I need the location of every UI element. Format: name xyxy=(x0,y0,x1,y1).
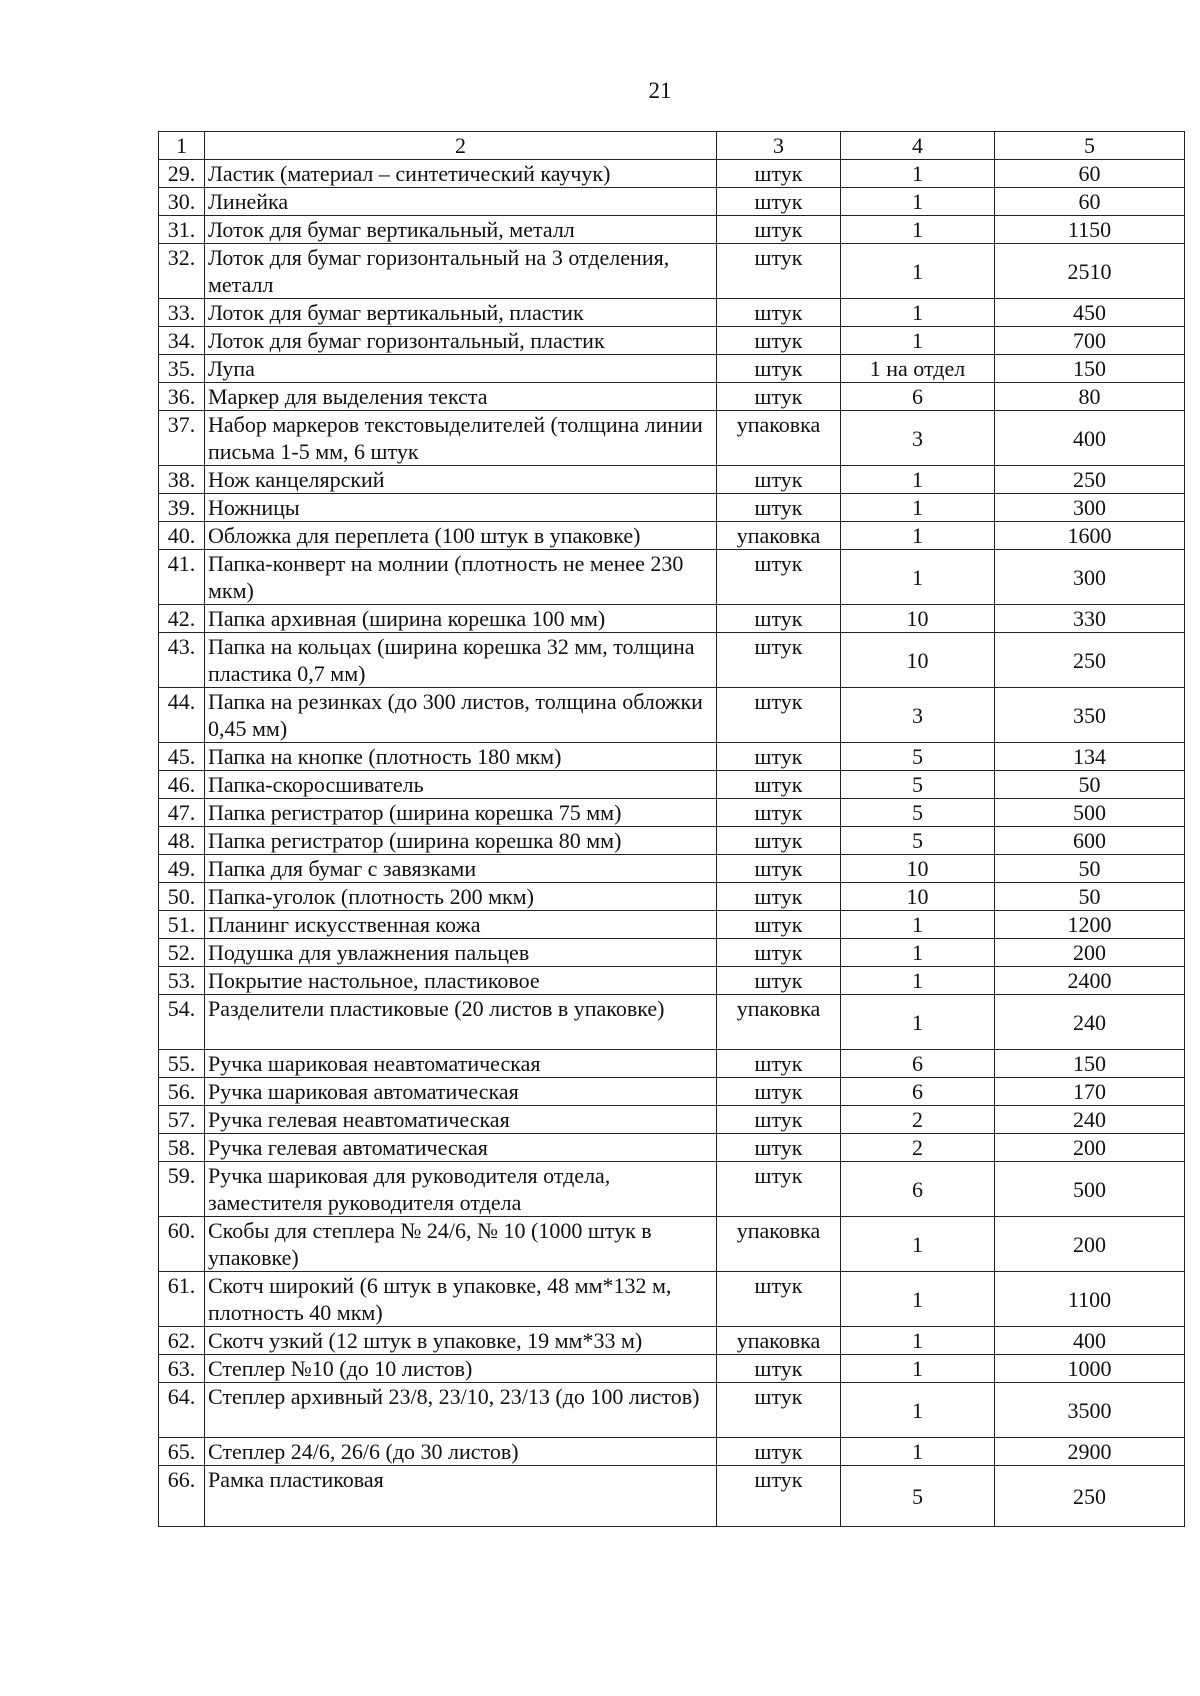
quantity-cell: 6 xyxy=(841,1162,995,1217)
item-name-cell: Папка регистратор (ширина корешка 80 мм) xyxy=(205,827,717,855)
quantity-cell: 1 xyxy=(841,1272,995,1327)
unit-cell: штук xyxy=(717,883,841,911)
item-name-cell: Папка регистратор (ширина корешка 75 мм) xyxy=(205,799,717,827)
price-cell: 200 xyxy=(995,1134,1185,1162)
row-number-cell: 49. xyxy=(159,855,205,883)
item-name-cell: Ручка шариковая для руководителя отдела, заместителя руководителя отдела xyxy=(205,1162,717,1217)
quantity-cell: 5 xyxy=(841,743,995,771)
row-number-cell: 62. xyxy=(159,1327,205,1355)
quantity-cell: 2 xyxy=(841,1106,995,1134)
item-name-cell: Планинг искусственная кожа xyxy=(205,911,717,939)
row-number-cell: 30. xyxy=(159,188,205,216)
quantity-cell: 5 xyxy=(841,799,995,827)
table-row xyxy=(159,299,1185,327)
quantity-cell: 1 xyxy=(841,1355,995,1383)
price-cell: 50 xyxy=(995,771,1185,799)
table-row xyxy=(159,1327,1185,1355)
item-name-cell: Лупа xyxy=(205,355,717,383)
price-cell: 240 xyxy=(995,995,1185,1050)
table-row xyxy=(159,494,1185,522)
header-cell: 1 xyxy=(159,132,205,160)
unit-cell: штук xyxy=(717,355,841,383)
table-row xyxy=(159,522,1185,550)
item-name-cell: Папка на кольцах (ширина корешка 32 мм, толщина пластика 0,7 мм) xyxy=(205,633,717,688)
table-row xyxy=(159,160,1185,188)
quantity-cell: 10 xyxy=(841,633,995,688)
price-cell: 2900 xyxy=(995,1438,1185,1466)
price-cell: 300 xyxy=(995,494,1185,522)
table-row xyxy=(159,967,1185,995)
row-number-cell: 37. xyxy=(159,411,205,466)
row-number-cell: 31. xyxy=(159,216,205,244)
price-cell: 350 xyxy=(995,688,1185,743)
item-name-cell: Лоток для бумаг вертикальный, пластик xyxy=(205,299,717,327)
row-number-cell: 43. xyxy=(159,633,205,688)
price-cell: 60 xyxy=(995,160,1185,188)
row-number-cell: 66. xyxy=(159,1466,205,1527)
unit-cell: упаковка xyxy=(717,1327,841,1355)
table-row xyxy=(159,1466,1185,1527)
quantity-cell: 1 xyxy=(841,216,995,244)
price-cell: 400 xyxy=(995,411,1185,466)
price-cell: 3500 xyxy=(995,1383,1185,1438)
price-cell: 80 xyxy=(995,383,1185,411)
quantity-cell: 1 xyxy=(841,160,995,188)
row-number-cell: 47. xyxy=(159,799,205,827)
item-name-cell: Разделители пластиковые (20 листов в упаковке) xyxy=(205,995,717,1050)
row-number-cell: 54. xyxy=(159,995,205,1050)
item-name-cell: Папка-уголок (плотность 200 мкм) xyxy=(205,883,717,911)
unit-cell: штук xyxy=(717,1272,841,1327)
item-name-cell: Покрытие настольное, пластиковое xyxy=(205,967,717,995)
unit-cell: штук xyxy=(717,216,841,244)
quantity-cell: 1 xyxy=(841,244,995,299)
item-name-cell: Набор маркеров текстовыделителей (толщина линии письма 1-5 мм, 6 штук xyxy=(205,411,717,466)
price-cell: 250 xyxy=(995,1466,1185,1527)
item-name-cell: Скобы для степлера № 24/6, № 10 (1000 штук в упаковке) xyxy=(205,1217,717,1272)
table-header-row xyxy=(159,132,1185,160)
row-number-cell: 61. xyxy=(159,1272,205,1327)
table-row xyxy=(159,799,1185,827)
quantity-cell: 3 xyxy=(841,688,995,743)
table-row xyxy=(159,883,1185,911)
unit-cell: штук xyxy=(717,633,841,688)
quantity-cell: 6 xyxy=(841,1050,995,1078)
item-name-cell: Степлер 24/6, 26/6 (до 30 листов) xyxy=(205,1438,717,1466)
row-number-cell: 55. xyxy=(159,1050,205,1078)
row-number-cell: 60. xyxy=(159,1217,205,1272)
row-number-cell: 58. xyxy=(159,1134,205,1162)
row-number-cell: 35. xyxy=(159,355,205,383)
table-row xyxy=(159,1383,1185,1438)
price-cell: 250 xyxy=(995,633,1185,688)
quantity-cell: 1 xyxy=(841,494,995,522)
table-row xyxy=(159,216,1185,244)
quantity-cell: 6 xyxy=(841,1078,995,1106)
unit-cell: упаковка xyxy=(717,522,841,550)
price-cell: 240 xyxy=(995,1106,1185,1134)
table-row xyxy=(159,771,1185,799)
table-row xyxy=(159,355,1185,383)
quantity-cell: 1 xyxy=(841,188,995,216)
row-number-cell: 42. xyxy=(159,605,205,633)
unit-cell: штук xyxy=(717,967,841,995)
quantity-cell: 1 xyxy=(841,1327,995,1355)
unit-cell: штук xyxy=(717,855,841,883)
table-row xyxy=(159,411,1185,466)
table-row xyxy=(159,1438,1185,1466)
row-number-cell: 64. xyxy=(159,1383,205,1438)
item-name-cell: Ручка шариковая неавтоматическая xyxy=(205,1050,717,1078)
item-name-cell: Маркер для выделения текста xyxy=(205,383,717,411)
item-name-cell: Папка на резинках (до 300 листов, толщина обложки 0,45 мм) xyxy=(205,688,717,743)
quantity-cell: 1 xyxy=(841,967,995,995)
table-row xyxy=(159,244,1185,299)
quantity-cell: 3 xyxy=(841,411,995,466)
item-name-cell: Ручка гелевая автоматическая xyxy=(205,1134,717,1162)
unit-cell: штук xyxy=(717,688,841,743)
price-cell: 170 xyxy=(995,1078,1185,1106)
row-number-cell: 53. xyxy=(159,967,205,995)
unit-cell: штук xyxy=(717,1078,841,1106)
quantity-cell: 1 xyxy=(841,522,995,550)
item-name-cell: Нож канцелярский xyxy=(205,466,717,494)
price-cell: 150 xyxy=(995,1050,1185,1078)
price-cell: 150 xyxy=(995,355,1185,383)
table-row xyxy=(159,605,1185,633)
quantity-cell: 1 xyxy=(841,911,995,939)
unit-cell: штук xyxy=(717,1050,841,1078)
item-name-cell: Лоток для бумаг горизонтальный на 3 отделения, металл xyxy=(205,244,717,299)
table-row xyxy=(159,939,1185,967)
price-cell: 200 xyxy=(995,939,1185,967)
quantity-cell: 1 xyxy=(841,327,995,355)
price-cell: 60 xyxy=(995,188,1185,216)
item-name-cell: Скотч узкий (12 штук в упаковке, 19 мм*33 м) xyxy=(205,1327,717,1355)
item-name-cell: Подушка для увлажнения пальцев xyxy=(205,939,717,967)
row-number-cell: 34. xyxy=(159,327,205,355)
row-number-cell: 29. xyxy=(159,160,205,188)
header-cell: 4 xyxy=(841,132,995,160)
unit-cell: штук xyxy=(717,771,841,799)
item-name-cell: Степлер архивный 23/8, 23/10, 23/13 (до 100 листов) xyxy=(205,1383,717,1438)
row-number-cell: 56. xyxy=(159,1078,205,1106)
unit-cell: штук xyxy=(717,188,841,216)
price-cell: 2510 xyxy=(995,244,1185,299)
price-cell: 1200 xyxy=(995,911,1185,939)
item-name-cell: Скотч широкий (6 штук в упаковке, 48 мм*132 м, плотность 40 мкм) xyxy=(205,1272,717,1327)
price-cell: 250 xyxy=(995,466,1185,494)
row-number-cell: 52. xyxy=(159,939,205,967)
price-cell: 600 xyxy=(995,827,1185,855)
item-name-cell: Линейка xyxy=(205,188,717,216)
unit-cell: штук xyxy=(717,1383,841,1438)
unit-cell: штук xyxy=(717,550,841,605)
table-row xyxy=(159,827,1185,855)
header-cell: 5 xyxy=(995,132,1185,160)
item-name-cell: Ручка шариковая автоматическая xyxy=(205,1078,717,1106)
table-row xyxy=(159,633,1185,688)
table-row xyxy=(159,1272,1185,1327)
unit-cell: штук xyxy=(717,1466,841,1527)
quantity-cell: 5 xyxy=(841,827,995,855)
unit-cell: упаковка xyxy=(717,995,841,1050)
table-row xyxy=(159,550,1185,605)
unit-cell: штук xyxy=(717,827,841,855)
price-cell: 700 xyxy=(995,327,1185,355)
row-number-cell: 33. xyxy=(159,299,205,327)
unit-cell: штук xyxy=(717,160,841,188)
table-row xyxy=(159,911,1185,939)
quantity-cell: 1 xyxy=(841,995,995,1050)
quantity-cell: 10 xyxy=(841,855,995,883)
row-number-cell: 45. xyxy=(159,743,205,771)
price-cell: 2400 xyxy=(995,967,1185,995)
item-name-cell: Папка для бумаг с завязками xyxy=(205,855,717,883)
row-number-cell: 32. xyxy=(159,244,205,299)
table-row xyxy=(159,743,1185,771)
quantity-cell: 1 на отдел xyxy=(841,355,995,383)
quantity-cell: 1 xyxy=(841,550,995,605)
quantity-cell: 2 xyxy=(841,1134,995,1162)
price-cell: 1100 xyxy=(995,1272,1185,1327)
unit-cell: штук xyxy=(717,911,841,939)
row-number-cell: 41. xyxy=(159,550,205,605)
row-number-cell: 46. xyxy=(159,771,205,799)
unit-cell: штук xyxy=(717,1355,841,1383)
price-cell: 400 xyxy=(995,1327,1185,1355)
item-name-cell: Ручка гелевая неавтоматическая xyxy=(205,1106,717,1134)
quantity-cell: 10 xyxy=(841,883,995,911)
table-row xyxy=(159,1050,1185,1078)
table-body xyxy=(159,132,1185,1527)
header-cell: 3 xyxy=(717,132,841,160)
quantity-cell: 1 xyxy=(841,939,995,967)
quantity-cell: 5 xyxy=(841,771,995,799)
item-name-cell: Папка-скоросшиватель xyxy=(205,771,717,799)
table-row xyxy=(159,327,1185,355)
quantity-cell: 6 xyxy=(841,383,995,411)
header-cell: 2 xyxy=(205,132,717,160)
item-name-cell: Степлер №10 (до 10 листов) xyxy=(205,1355,717,1383)
quantity-cell: 1 xyxy=(841,1383,995,1438)
price-cell: 330 xyxy=(995,605,1185,633)
table-row xyxy=(159,383,1185,411)
row-number-cell: 40. xyxy=(159,522,205,550)
page-number: 21 xyxy=(648,78,672,103)
quantity-cell: 1 xyxy=(841,466,995,494)
unit-cell: штук xyxy=(717,1134,841,1162)
unit-cell: штук xyxy=(717,1162,841,1217)
unit-cell: штук xyxy=(717,799,841,827)
table-row xyxy=(159,1106,1185,1134)
unit-cell: упаковка xyxy=(717,1217,841,1272)
item-name-cell: Ластик (материал – синтетический каучук) xyxy=(205,160,717,188)
table-row xyxy=(159,855,1185,883)
unit-cell: штук xyxy=(717,605,841,633)
unit-cell: штук xyxy=(717,1438,841,1466)
unit-cell: штук xyxy=(717,327,841,355)
item-name-cell: Папка-конверт на молнии (плотность не менее 230 мкм) xyxy=(205,550,717,605)
unit-cell: штук xyxy=(717,383,841,411)
table-row xyxy=(159,1355,1185,1383)
price-cell: 50 xyxy=(995,855,1185,883)
item-name-cell: Лоток для бумаг вертикальный, металл xyxy=(205,216,717,244)
price-cell: 1000 xyxy=(995,1355,1185,1383)
price-cell: 500 xyxy=(995,799,1185,827)
quantity-cell: 5 xyxy=(841,1466,995,1527)
unit-cell: упаковка xyxy=(717,411,841,466)
quantity-cell: 1 xyxy=(841,1438,995,1466)
item-name-cell: Лоток для бумаг горизонтальный, пластик xyxy=(205,327,717,355)
price-cell: 300 xyxy=(995,550,1185,605)
row-number-cell: 65. xyxy=(159,1438,205,1466)
unit-cell: штук xyxy=(717,244,841,299)
row-number-cell: 48. xyxy=(159,827,205,855)
row-number-cell: 38. xyxy=(159,466,205,494)
table-row xyxy=(159,1134,1185,1162)
item-name-cell: Папка архивная (ширина корешка 100 мм) xyxy=(205,605,717,633)
price-cell: 50 xyxy=(995,883,1185,911)
price-cell: 1150 xyxy=(995,216,1185,244)
quantity-cell: 1 xyxy=(841,299,995,327)
row-number-cell: 63. xyxy=(159,1355,205,1383)
row-number-cell: 59. xyxy=(159,1162,205,1217)
table-row xyxy=(159,1162,1185,1217)
item-name-cell: Обложка для переплета (100 штук в упаковке) xyxy=(205,522,717,550)
quantity-cell: 1 xyxy=(841,1217,995,1272)
row-number-cell: 51. xyxy=(159,911,205,939)
unit-cell: штук xyxy=(717,939,841,967)
item-name-cell: Рамка пластиковая xyxy=(205,1466,717,1527)
item-name-cell: Папка на кнопке (плотность 180 мкм) xyxy=(205,743,717,771)
price-cell: 1600 xyxy=(995,522,1185,550)
table-row xyxy=(159,466,1185,494)
table-row xyxy=(159,688,1185,743)
row-number-cell: 57. xyxy=(159,1106,205,1134)
row-number-cell: 39. xyxy=(159,494,205,522)
price-cell: 200 xyxy=(995,1217,1185,1272)
quantity-cell: 10 xyxy=(841,605,995,633)
unit-cell: штук xyxy=(717,466,841,494)
table-row xyxy=(159,1217,1185,1272)
price-cell: 134 xyxy=(995,743,1185,771)
row-number-cell: 44. xyxy=(159,688,205,743)
price-cell: 500 xyxy=(995,1162,1185,1217)
row-number-cell: 50. xyxy=(159,883,205,911)
unit-cell: штук xyxy=(717,494,841,522)
unit-cell: штук xyxy=(717,299,841,327)
unit-cell: штук xyxy=(717,743,841,771)
price-cell: 450 xyxy=(995,299,1185,327)
item-name-cell: Ножницы xyxy=(205,494,717,522)
table-row xyxy=(159,995,1185,1050)
table-row xyxy=(159,1078,1185,1106)
row-number-cell: 36. xyxy=(159,383,205,411)
unit-cell: штук xyxy=(717,1106,841,1134)
table-row xyxy=(159,188,1185,216)
supplies-table xyxy=(158,131,1185,1527)
